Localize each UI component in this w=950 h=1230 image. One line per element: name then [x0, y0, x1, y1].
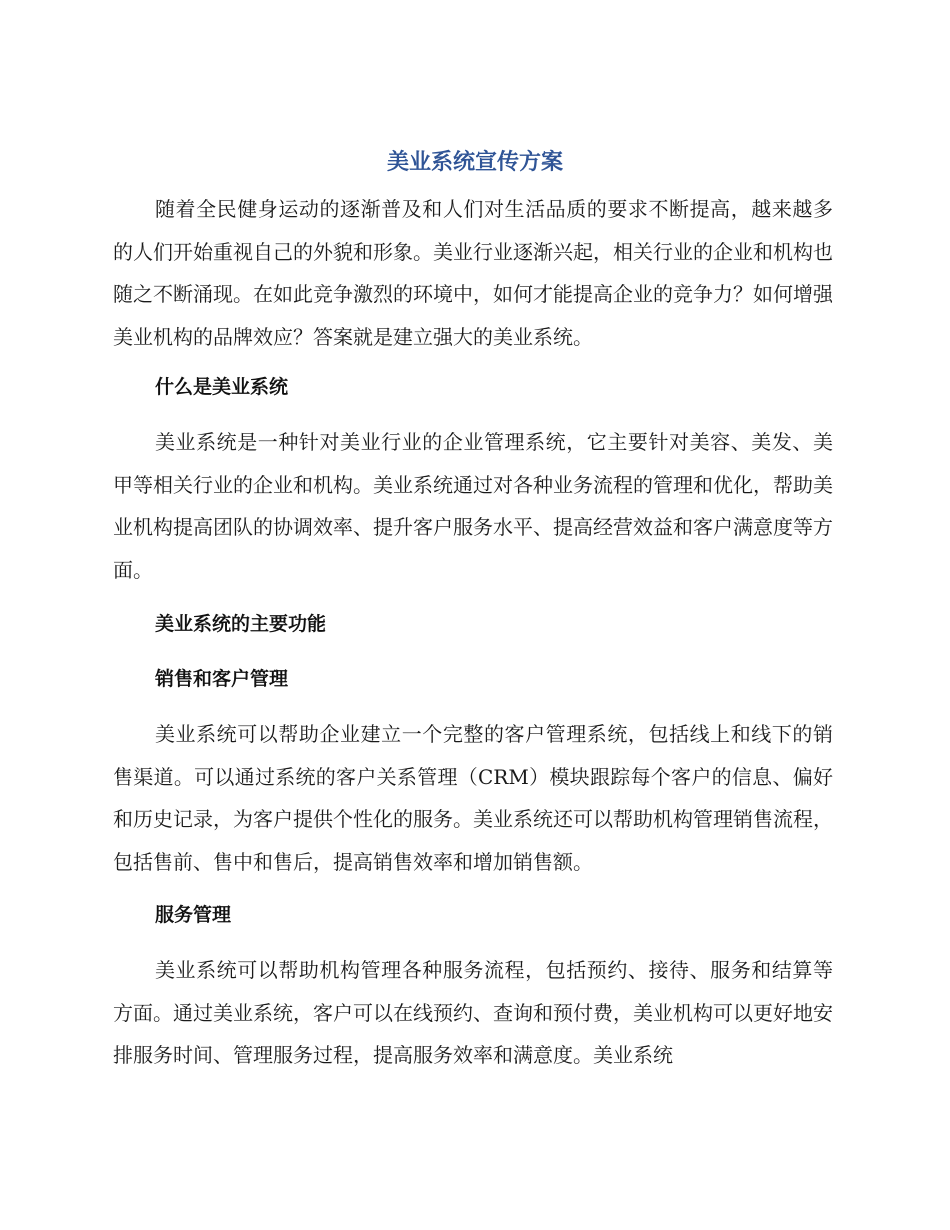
section-paragraph-service: 美业系统可以帮助机构管理各种服务流程，包括预约、接待、服务和结算等方面。通过美业系统，客户可以在线预约、查询和预付费，美业机构可以更好地安排服务时间、管理服务过程，提高服务效率和满意度。美业系统 — [113, 958, 833, 1067]
section-heading-what-is: 什么是美业系统 — [155, 376, 289, 398]
section-paragraph-sales-customer: 美业系统可以帮助企业建立一个完整的客户管理系统，包括线上和线下的销售渠道。可以通过系统的客户关系管理（CRM）模块跟踪每个客户的信息、偏好和历史记录，为客户提供个性化的服务。美业系统还可以帮助机构管理销售流程，包括售前、售中和售后，提高销售效率和增加销售额。 — [113, 722, 833, 874]
section-heading-main-functions: 美业系统的主要功能 — [155, 613, 327, 635]
section-heading-sales-customer: 销售和客户管理 — [155, 668, 289, 690]
document-title: 美业系统宣传方案 — [386, 150, 563, 175]
section-paragraph-what-is: 美业系统是一种针对美业行业的企业管理系统，它主要针对美容、美发、美甲等相关行业的企业和机构。美业系统通过对各种业务流程的管理和优化，帮助美业机构提高团队的协调效率、提升客户服务水平、提高经营效益和客户满意度等方面。 — [113, 430, 833, 582]
intro-paragraph: 随着全民健身运动的逐渐普及和人们对生活品质的要求不断提高，越来越多的人们开始重视自己的外貌和形象。美业行业逐渐兴起，相关行业的企业和机构也随之不断涌现。在如此竞争激烈的环境中，如何才能提高企业的竞争力？如何增强美业机构的品牌效应？答案就是建立强大的美业系统。 — [113, 197, 833, 349]
section-heading-service: 服务管理 — [155, 904, 232, 926]
